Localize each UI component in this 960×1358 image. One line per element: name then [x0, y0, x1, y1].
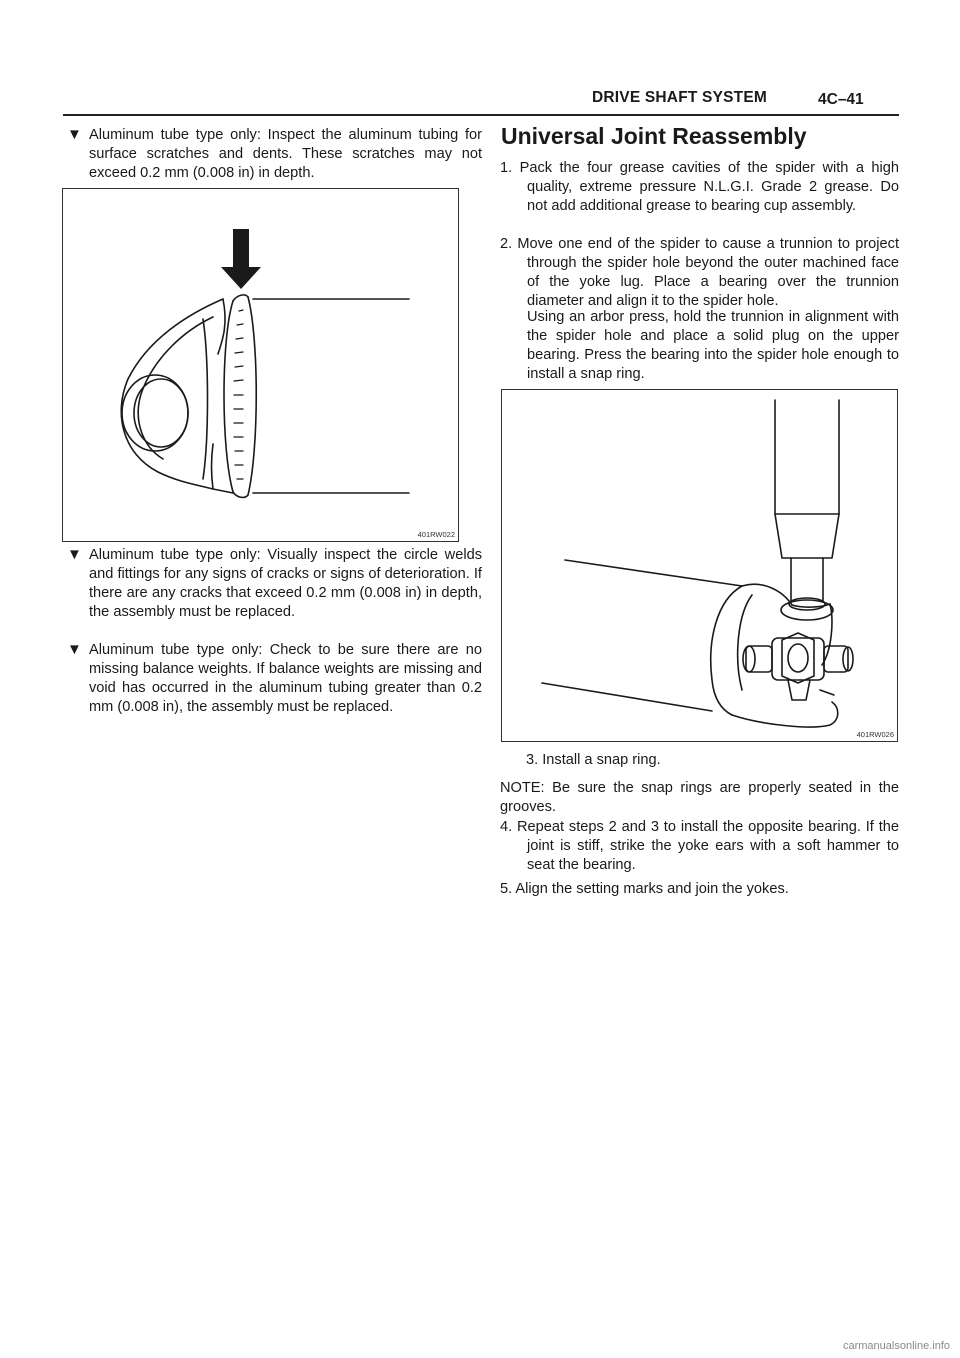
figure-arbor-press: [501, 389, 898, 742]
step-2-continuation: Using an arbor press, hold the trunnion in alignment with the spider hole and place a solid plug on the upper bearing. Press the bearing into the spider hole enough to install a snap ring.: [527, 309, 899, 382]
triangle-bullet-icon: ▼: [67, 126, 82, 143]
bullet-text: Aluminum tube type only: Check to be sure there are no missing balance weights. If balance weights are missing and void has occurred in the aluminum tubing greater than 0.2 mm (0.008 in), the assembly must be replaced.: [89, 642, 482, 715]
bullet-text: Aluminum tube type only: Inspect the aluminum tubing for surface scratches and dents. These scratches may not exceed 0.2 mm (0.008 in) in depth.: [89, 127, 482, 181]
triangle-bullet-icon: ▼: [67, 641, 82, 658]
step-4: 4. Repeat steps 2 and 3 to install the opposite bearing. If the joint is stiff, strike the yoke ears with a soft hammer to seat the bearing.: [500, 819, 899, 873]
header-rule: [63, 114, 899, 116]
watermark-link[interactable]: carmanualsonline.info: [842, 1340, 950, 1352]
step-2: 2. Move one end of the spider to cause a trunnion to project through the spider hole beyond the outer machined face of the yoke lug. Place a bearing over the trunnion diameter and align it to the spider hole.: [500, 236, 899, 309]
bullet-inspect-tubing: [67, 125, 482, 183]
bullet-balance-weights: [67, 640, 482, 717]
down-arrow-icon: [221, 229, 261, 289]
figure-code: 401RW022: [417, 530, 455, 539]
step-5: 5. Align the setting marks and join the yokes.: [500, 881, 789, 897]
aluminum-tube-illustration: [63, 189, 458, 541]
section-heading: Universal Joint Reassembly: [501, 123, 807, 149]
arbor-press-illustration: [502, 390, 897, 741]
triangle-bullet-icon: ▼: [67, 546, 82, 563]
page-number: 4C–41: [818, 91, 864, 108]
step-1: 1. Pack the four grease cavities of the spider with a high quality, extreme pressure N.L.G.I. Grade 2 grease. Do not add additional grease to bearing cup assembly.: [500, 160, 899, 214]
figure-code: 401RW026: [856, 730, 894, 739]
figure-aluminum-tube: [62, 188, 459, 542]
note: NOTE: Be sure the snap rings are properly seated in the grooves.: [500, 780, 899, 815]
step-3: 3. Install a snap ring.: [526, 752, 661, 768]
bullet-text: Aluminum tube type only: Visually inspect the circle welds and fittings for any signs of cracks or signs of deterioration. If there are any cracks that exceed 0.2 mm (0.008 in) in depth, the assembly must be replaced.: [89, 547, 482, 620]
bullet-inspect-welds: [67, 545, 482, 622]
section-title: DRIVE SHAFT SYSTEM: [592, 89, 767, 106]
